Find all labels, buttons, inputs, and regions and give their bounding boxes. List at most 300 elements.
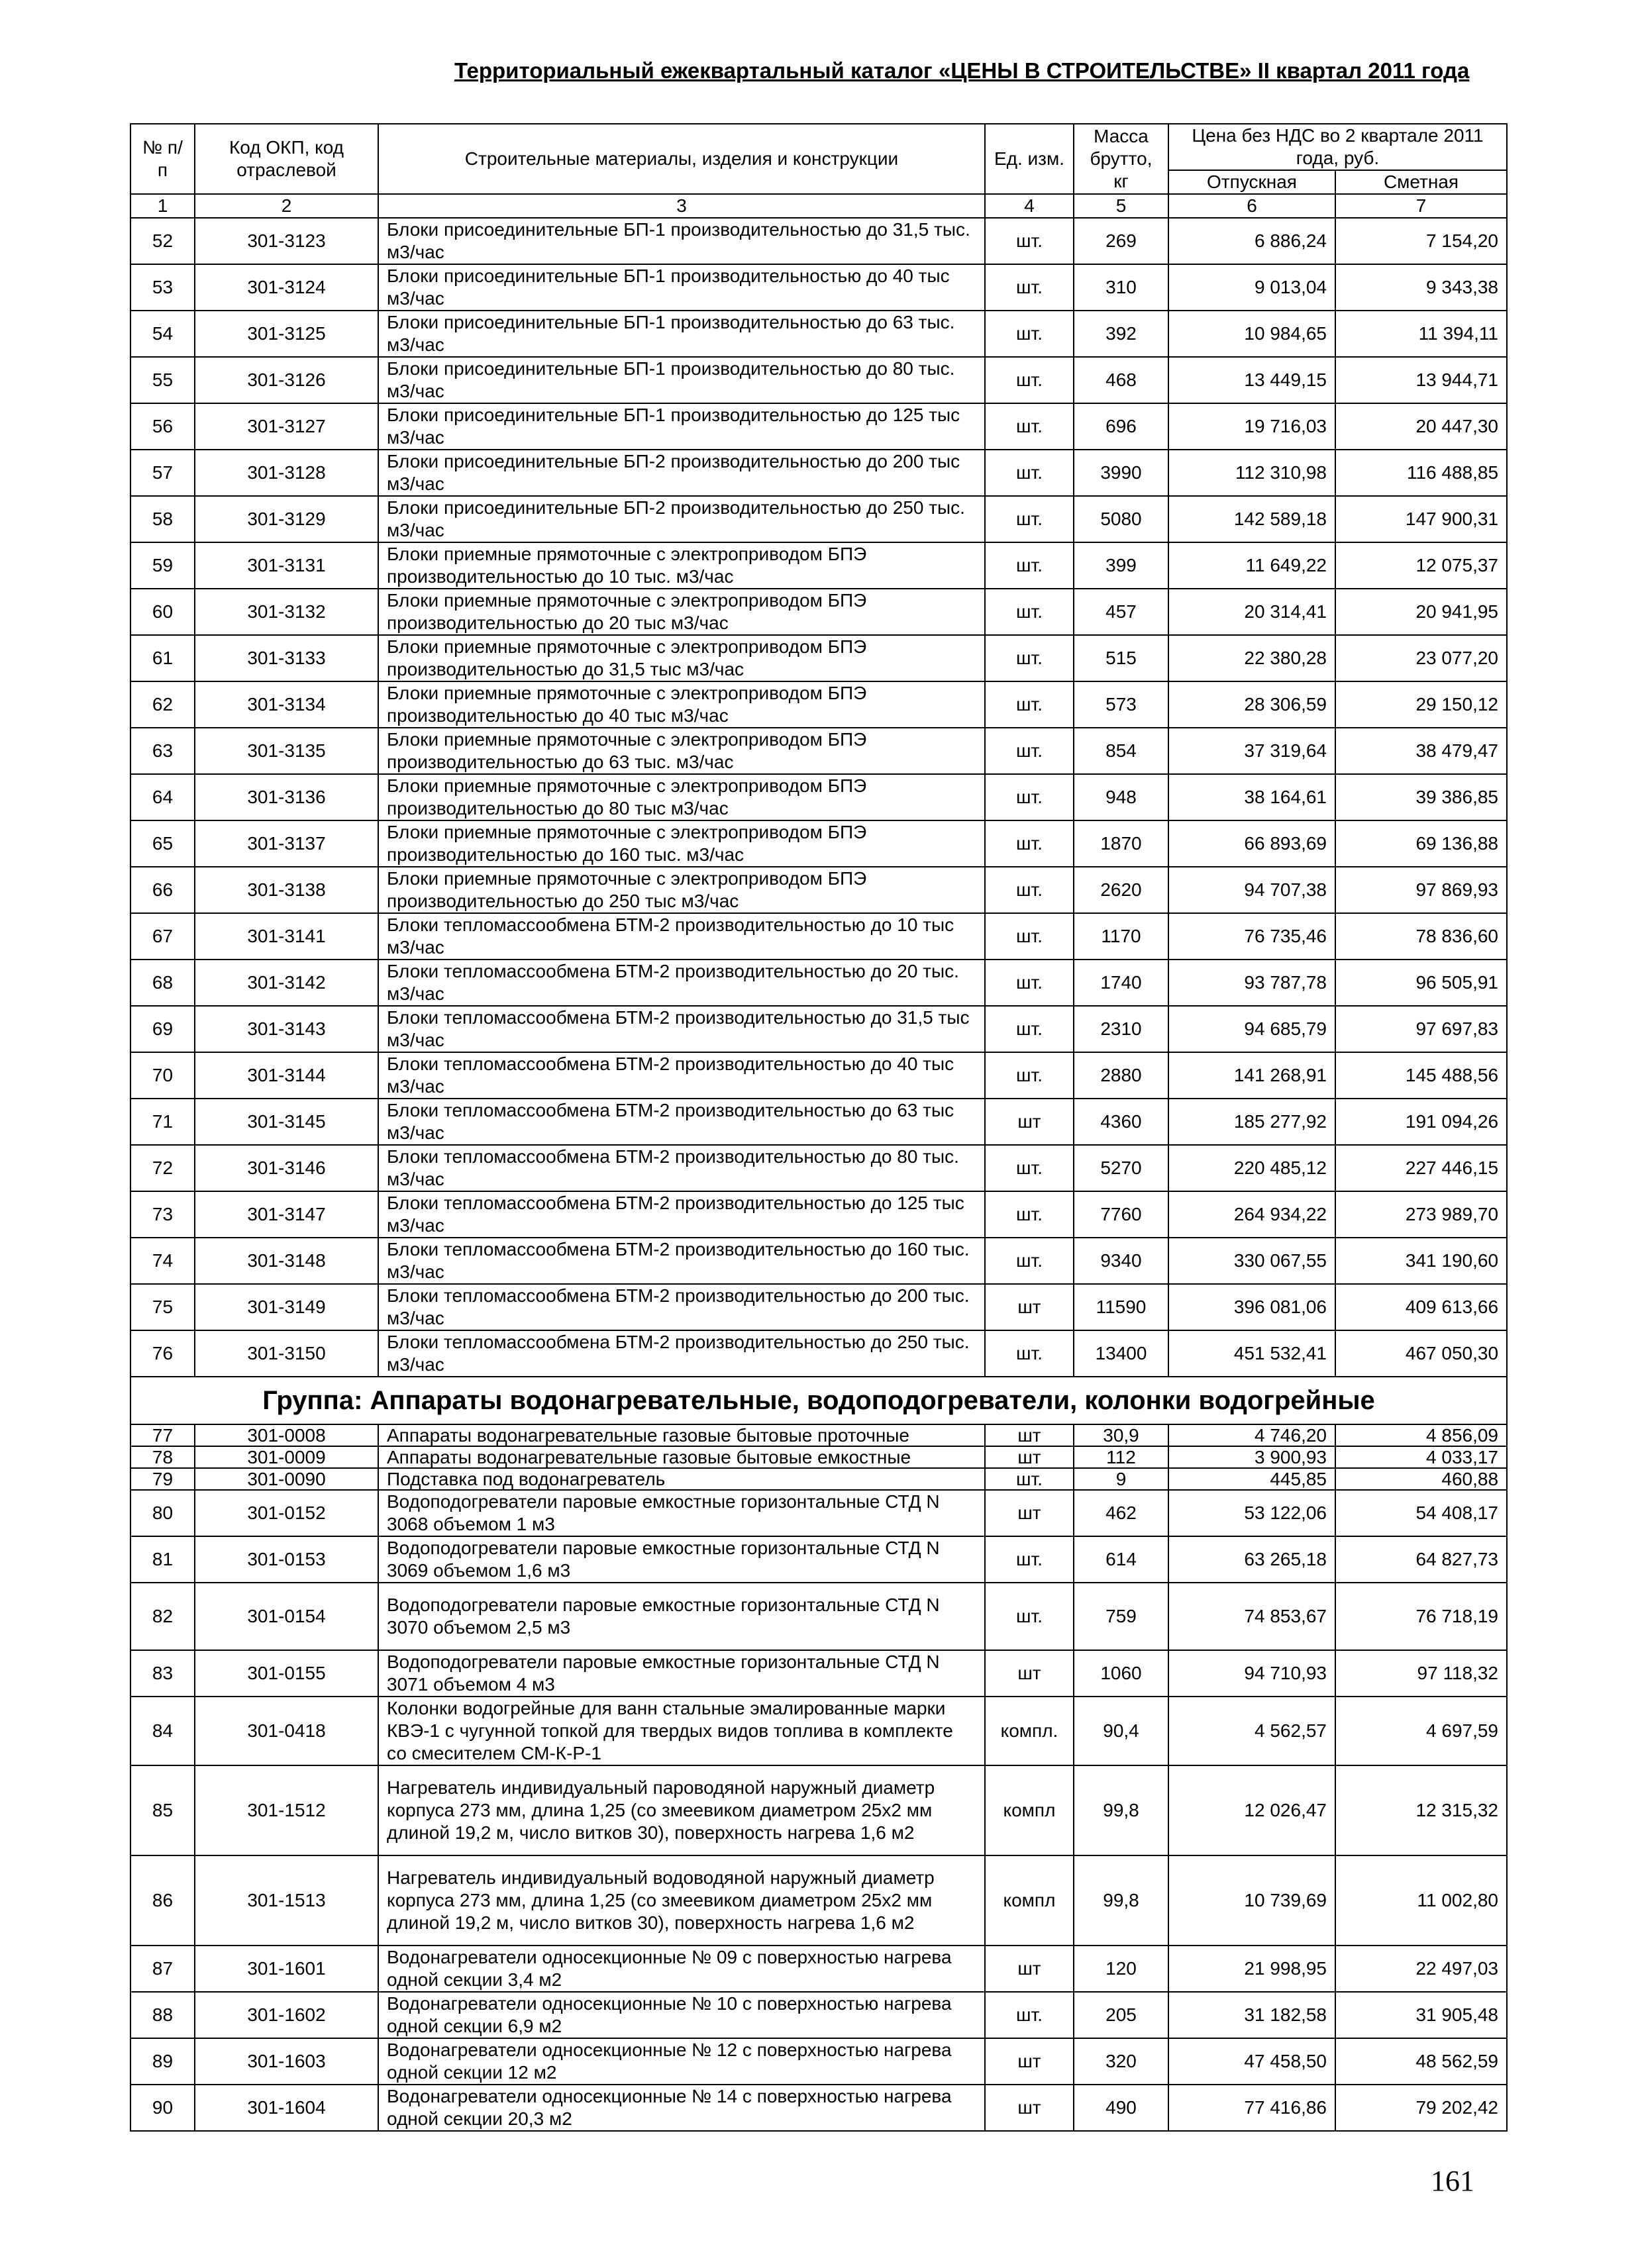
row-price-estimate: 4 033,17: [1335, 1446, 1507, 1468]
row-name: Блоки присоединительные БП-1 производительностью до 125 тыс м3/час: [378, 403, 985, 450]
row-price-release: 20 314,41: [1168, 589, 1335, 635]
row-mass: 1060: [1074, 1650, 1168, 1697]
row-price-estimate: 409 613,66: [1335, 1284, 1507, 1330]
row-name: Блоки приемные прямоточные с электроприводом БПЭ производительностью до 63 тыс. м3/час: [378, 728, 985, 774]
column-number: 4: [985, 194, 1074, 218]
col-header-code: Код ОКП, код отраслевой: [195, 124, 378, 194]
row-price-estimate: 116 488,85: [1335, 450, 1507, 496]
row-code: 301-1604: [195, 2085, 378, 2131]
row-mass: 1740: [1074, 960, 1168, 1006]
row-name: Блоки присоединительные БП-1 производительностью до 40 тыс м3/час: [378, 264, 985, 311]
row-price-estimate: 12 075,37: [1335, 542, 1507, 589]
row-unit: шт.: [985, 1468, 1074, 1490]
row-name: Блоки тепломассообмена БТМ-2 производительностью до 31,5 тыс м3/час: [378, 1006, 985, 1052]
row-price-estimate: 39 386,85: [1335, 774, 1507, 820]
row-price-release: 19 716,03: [1168, 403, 1335, 450]
row-unit: шт.: [985, 589, 1074, 635]
row-name: Блоки приемные прямоточные с электроприводом БПЭ производительностью до 160 тыс. м3/час: [378, 820, 985, 867]
row-number: 75: [130, 1284, 195, 1330]
row-price-release: 38 164,61: [1168, 774, 1335, 820]
table-row: [130, 542, 1507, 589]
row-code: 301-0154: [195, 1583, 378, 1650]
row-name: Блоки тепломассообмена БТМ-2 производительностью до 20 тыс. м3/час: [378, 960, 985, 1006]
row-unit: компл: [985, 1765, 1074, 1855]
row-mass: 573: [1074, 681, 1168, 728]
row-name: Блоки тепломассообмена БТМ-2 производительностью до 200 тыс. м3/час: [378, 1284, 985, 1330]
row-name: Блоки приемные прямоточные с электроприводом БПЭ производительностью до 31,5 тыс м3/час: [378, 635, 985, 681]
row-price-release: 220 485,12: [1168, 1145, 1335, 1191]
row-number: 88: [130, 1992, 195, 2038]
row-code: 301-3129: [195, 496, 378, 542]
row-code: 301-3132: [195, 589, 378, 635]
row-unit: компл.: [985, 1697, 1074, 1765]
row-mass: 30,9: [1074, 1424, 1168, 1446]
row-price-release: 112 310,98: [1168, 450, 1335, 496]
table-row: [130, 681, 1507, 728]
col-header-price: Цена без НДС во 2 квартале 2011 года, руб.: [1168, 124, 1507, 170]
table-row: [130, 1284, 1507, 1330]
row-unit: шт: [985, 1650, 1074, 1697]
table-row: [130, 218, 1507, 264]
table-row: [130, 1238, 1507, 1284]
row-unit: шт.: [985, 1052, 1074, 1099]
row-unit: шт: [985, 2085, 1074, 2131]
row-name: Блоки приемные прямоточные с электроприводом БПЭ производительностью до 10 тыс. м3/час: [378, 542, 985, 589]
row-price-release: 22 380,28: [1168, 635, 1335, 681]
col-header-mass: Масса брутто, кг: [1074, 124, 1168, 194]
row-price-estimate: 145 488,56: [1335, 1052, 1507, 1099]
table-row: [130, 1424, 1507, 1446]
price-table: [130, 123, 1508, 2132]
row-price-release: 74 853,67: [1168, 1583, 1335, 1650]
row-name: Водонагреватели односекционные № 09 с поверхностью нагрева одной секции 3,4 м2: [378, 1946, 985, 1992]
row-number: 67: [130, 913, 195, 960]
table-row: [130, 264, 1507, 311]
row-mass: 399: [1074, 542, 1168, 589]
col-header-name: Строительные материалы, изделия и конструкции: [378, 124, 985, 194]
col-header-unit: Ед. изм.: [985, 124, 1074, 194]
row-unit: шт: [985, 1284, 1074, 1330]
row-price-estimate: 79 202,42: [1335, 2085, 1507, 2131]
row-unit: шт.: [985, 1006, 1074, 1052]
row-price-estimate: 227 446,15: [1335, 1145, 1507, 1191]
row-unit: шт: [985, 1946, 1074, 1992]
row-unit: шт.: [985, 867, 1074, 913]
table-row: [130, 635, 1507, 681]
row-unit: компл: [985, 1855, 1074, 1946]
row-unit: шт.: [985, 960, 1074, 1006]
row-code: 301-3127: [195, 403, 378, 450]
row-mass: 310: [1074, 264, 1168, 311]
row-price-estimate: 97 118,32: [1335, 1650, 1507, 1697]
row-number: 61: [130, 635, 195, 681]
row-mass: 205: [1074, 1992, 1168, 2038]
row-unit: шт: [985, 1490, 1074, 1536]
table-row: [130, 1191, 1507, 1238]
row-unit: шт.: [985, 1583, 1074, 1650]
row-price-estimate: 69 136,88: [1335, 820, 1507, 867]
row-price-release: 94 685,79: [1168, 1006, 1335, 1052]
row-name: Блоки присоединительные БП-1 производительностью до 63 тыс. м3/час: [378, 311, 985, 357]
row-mass: 3990: [1074, 450, 1168, 496]
row-code: 301-3134: [195, 681, 378, 728]
table-row: [130, 1490, 1507, 1536]
row-number: 76: [130, 1330, 195, 1377]
row-code: 301-3149: [195, 1284, 378, 1330]
row-code: 301-3131: [195, 542, 378, 589]
row-unit: шт.: [985, 774, 1074, 820]
table-row: [130, 913, 1507, 960]
row-price-release: 93 787,78: [1168, 960, 1335, 1006]
row-price-release: 142 589,18: [1168, 496, 1335, 542]
row-mass: 9: [1074, 1468, 1168, 1490]
row-name: Блоки тепломассообмена БТМ-2 производительностью до 250 тыс. м3/час: [378, 1330, 985, 1377]
row-number: 78: [130, 1446, 195, 1468]
row-name: Блоки присоединительные БП-1 производительностью до 80 тыс. м3/час: [378, 357, 985, 403]
row-number: 83: [130, 1650, 195, 1697]
row-name: Блоки тепломассообмена БТМ-2 производительностью до 40 тыс м3/час: [378, 1052, 985, 1099]
row-name: Блоки присоединительные БП-2 производительностью до 200 тыс м3/час: [378, 450, 985, 496]
col-header-estimate: Сметная: [1335, 170, 1507, 194]
row-price-release: 47 458,50: [1168, 2038, 1335, 2085]
row-unit: шт.: [985, 681, 1074, 728]
row-price-estimate: 54 408,17: [1335, 1490, 1507, 1536]
row-price-estimate: 13 944,71: [1335, 357, 1507, 403]
row-code: 301-3133: [195, 635, 378, 681]
table-row: [130, 496, 1507, 542]
group-row: [130, 1377, 1507, 1424]
row-price-release: 94 710,93: [1168, 1650, 1335, 1697]
row-number: 58: [130, 496, 195, 542]
table-row: [130, 1946, 1507, 1992]
page-number: 161: [1431, 2165, 1474, 2197]
row-mass: 490: [1074, 2085, 1168, 2131]
row-number: 87: [130, 1946, 195, 1992]
row-price-estimate: 31 905,48: [1335, 1992, 1507, 2038]
row-price-estimate: 76 718,19: [1335, 1583, 1507, 1650]
table-row: [130, 1006, 1507, 1052]
row-mass: 4360: [1074, 1099, 1168, 1145]
row-code: 301-1602: [195, 1992, 378, 2038]
table-row: [130, 728, 1507, 774]
row-unit: шт.: [985, 311, 1074, 357]
row-mass: 515: [1074, 635, 1168, 681]
table-row: [130, 1992, 1507, 2038]
row-code: 301-0418: [195, 1697, 378, 1765]
row-name: Водонагреватели односекционные № 10 с поверхностью нагрева одной секции 6,9 м2: [378, 1992, 985, 2038]
column-number-row: [130, 194, 1507, 218]
row-number: 64: [130, 774, 195, 820]
row-unit: шт.: [985, 728, 1074, 774]
row-price-release: 396 081,06: [1168, 1284, 1335, 1330]
row-name: Водонагреватели односекционные № 14 с поверхностью нагрева одной секции 20,3 м2: [378, 2085, 985, 2131]
row-code: 301-3147: [195, 1191, 378, 1238]
row-mass: 269: [1074, 218, 1168, 264]
table-row: [130, 1446, 1507, 1468]
row-number: 73: [130, 1191, 195, 1238]
row-mass: 759: [1074, 1583, 1168, 1650]
row-price-release: 330 067,55: [1168, 1238, 1335, 1284]
row-code: 301-3125: [195, 311, 378, 357]
row-number: 74: [130, 1238, 195, 1284]
row-price-estimate: 48 562,59: [1335, 2038, 1507, 2085]
row-code: 301-0090: [195, 1468, 378, 1490]
row-name: Нагреватель индивидуальный водоводяной наружный диаметр корпуса 273 мм, длина 1,25 (со змеевиком диаметром 25х2 мм длиной 19,2 м, число витков 30), поверхность нагрева 1,6 м2: [378, 1855, 985, 1946]
row-number: 57: [130, 450, 195, 496]
row-number: 56: [130, 403, 195, 450]
table-row: [130, 1697, 1507, 1765]
row-number: 63: [130, 728, 195, 774]
column-number: 1: [130, 194, 195, 218]
row-price-estimate: 4 856,09: [1335, 1424, 1507, 1446]
row-mass: 392: [1074, 311, 1168, 357]
row-unit: шт: [985, 2038, 1074, 2085]
row-name: Блоки приемные прямоточные с электроприводом БПЭ производительностью до 40 тыс м3/час: [378, 681, 985, 728]
header-row-top: [130, 124, 1507, 170]
table-row: [130, 2038, 1507, 2085]
row-price-estimate: 97 869,93: [1335, 867, 1507, 913]
row-name: Колонки водогрейные для ванн стальные эмалированные марки КВЭ-1 с чугунной топкой для твердых видов топлива в комплекте со смесителем СМ-К-Р-1: [378, 1697, 985, 1765]
table-row: [130, 1052, 1507, 1099]
row-unit: шт: [985, 1099, 1074, 1145]
row-name: Водонагреватели односекционные № 12 с поверхностью нагрева одной секции 12 м2: [378, 2038, 985, 2085]
row-number: 60: [130, 589, 195, 635]
row-mass: 2310: [1074, 1006, 1168, 1052]
row-mass: 320: [1074, 2038, 1168, 2085]
row-price-estimate: 11 002,80: [1335, 1855, 1507, 1946]
row-price-release: 3 900,93: [1168, 1446, 1335, 1468]
group-title: Группа: Аппараты водонагревательные, водоподогреватели, колонки водогрейные: [130, 1377, 1507, 1424]
row-price-release: 4 746,20: [1168, 1424, 1335, 1446]
table-row: [130, 1330, 1507, 1377]
page-title: Территориальный ежеквартальный каталог «ЦЕНЫ В СТРОИТЕЛЬСТВЕ» II квартал 2011 года: [454, 58, 1470, 83]
row-mass: 120: [1074, 1946, 1168, 1992]
table-row: [130, 820, 1507, 867]
row-number: 72: [130, 1145, 195, 1191]
row-price-release: 76 735,46: [1168, 913, 1335, 960]
row-name: Аппараты водонагревательные газовые бытовые проточные: [378, 1424, 985, 1446]
row-price-release: 10 984,65: [1168, 311, 1335, 357]
row-mass: 2620: [1074, 867, 1168, 913]
row-name: Блоки тепломассообмена БТМ-2 производительностью до 125 тыс м3/час: [378, 1191, 985, 1238]
row-price-estimate: 20 941,95: [1335, 589, 1507, 635]
table-row: [130, 2085, 1507, 2131]
row-unit: шт.: [985, 542, 1074, 589]
row-number: 81: [130, 1536, 195, 1583]
column-number: 3: [378, 194, 985, 218]
row-mass: 948: [1074, 774, 1168, 820]
row-price-estimate: 29 150,12: [1335, 681, 1507, 728]
table-row: [130, 774, 1507, 820]
row-number: 62: [130, 681, 195, 728]
table-row: [130, 1583, 1507, 1650]
row-unit: шт.: [985, 1238, 1074, 1284]
row-price-estimate: 4 697,59: [1335, 1697, 1507, 1765]
row-name: Блоки тепломассообмена БТМ-2 производительностью до 10 тыс м3/час: [378, 913, 985, 960]
row-price-estimate: 20 447,30: [1335, 403, 1507, 450]
row-number: 79: [130, 1468, 195, 1490]
row-number: 85: [130, 1765, 195, 1855]
row-price-estimate: 11 394,11: [1335, 311, 1507, 357]
row-price-release: 10 739,69: [1168, 1855, 1335, 1946]
row-code: 301-1512: [195, 1765, 378, 1855]
row-mass: 11590: [1074, 1284, 1168, 1330]
row-code: 301-3142: [195, 960, 378, 1006]
row-mass: 5270: [1074, 1145, 1168, 1191]
table-row: [130, 450, 1507, 496]
row-code: 301-1601: [195, 1946, 378, 1992]
row-price-release: 451 532,41: [1168, 1330, 1335, 1377]
row-price-release: 21 998,95: [1168, 1946, 1335, 1992]
row-unit: шт.: [985, 1992, 1074, 2038]
row-unit: шт.: [985, 1145, 1074, 1191]
row-price-estimate: 78 836,60: [1335, 913, 1507, 960]
table-row: [130, 1145, 1507, 1191]
row-price-estimate: 64 827,73: [1335, 1536, 1507, 1583]
row-price-release: 63 265,18: [1168, 1536, 1335, 1583]
table-row: [130, 1099, 1507, 1145]
row-mass: 13400: [1074, 1330, 1168, 1377]
row-code: 301-3128: [195, 450, 378, 496]
row-price-release: 11 649,22: [1168, 542, 1335, 589]
row-number: 77: [130, 1424, 195, 1446]
row-code: 301-3146: [195, 1145, 378, 1191]
row-price-release: 9 013,04: [1168, 264, 1335, 311]
row-price-release: 141 268,91: [1168, 1052, 1335, 1099]
row-price-release: 185 277,92: [1168, 1099, 1335, 1145]
table-row: [130, 311, 1507, 357]
column-number: 7: [1335, 194, 1507, 218]
row-name: Блоки приемные прямоточные с электроприводом БПЭ производительностью до 250 тыс м3/час: [378, 867, 985, 913]
row-name: Блоки присоединительные БП-2 производительностью до 250 тыс. м3/час: [378, 496, 985, 542]
row-number: 69: [130, 1006, 195, 1052]
row-number: 80: [130, 1490, 195, 1536]
row-code: 301-3143: [195, 1006, 378, 1052]
row-price-estimate: 460,88: [1335, 1468, 1507, 1490]
row-code: 301-3123: [195, 218, 378, 264]
row-number: 84: [130, 1697, 195, 1765]
row-mass: 614: [1074, 1536, 1168, 1583]
row-unit: шт: [985, 1446, 1074, 1468]
row-unit: шт.: [985, 450, 1074, 496]
row-price-estimate: 191 094,26: [1335, 1099, 1507, 1145]
row-name: Блоки тепломассообмена БТМ-2 производительностью до 80 тыс. м3/час: [378, 1145, 985, 1191]
row-price-estimate: 38 479,47: [1335, 728, 1507, 774]
row-mass: 2880: [1074, 1052, 1168, 1099]
row-number: 53: [130, 264, 195, 311]
row-code: 301-3145: [195, 1099, 378, 1145]
row-code: 301-3136: [195, 774, 378, 820]
row-code: 301-3126: [195, 357, 378, 403]
row-mass: 462: [1074, 1490, 1168, 1536]
table-row: [130, 1765, 1507, 1855]
row-code: 301-3138: [195, 867, 378, 913]
row-code: 301-3148: [195, 1238, 378, 1284]
row-price-release: 12 026,47: [1168, 1765, 1335, 1855]
row-price-release: 94 707,38: [1168, 867, 1335, 913]
row-price-release: 37 319,64: [1168, 728, 1335, 774]
row-number: 70: [130, 1052, 195, 1099]
row-mass: 854: [1074, 728, 1168, 774]
row-price-estimate: 96 505,91: [1335, 960, 1507, 1006]
table-row: [130, 589, 1507, 635]
row-name: Подставка под водонагреватель: [378, 1468, 985, 1490]
row-unit: шт.: [985, 357, 1074, 403]
row-name: Блоки приемные прямоточные с электроприводом БПЭ производительностью до 80 тыс м3/час: [378, 774, 985, 820]
column-number: 6: [1168, 194, 1335, 218]
row-price-release: 77 416,86: [1168, 2085, 1335, 2131]
row-code: 301-0008: [195, 1424, 378, 1446]
row-unit: шт.: [985, 635, 1074, 681]
row-mass: 9340: [1074, 1238, 1168, 1284]
row-unit: шт.: [985, 1330, 1074, 1377]
row-price-estimate: 9 343,38: [1335, 264, 1507, 311]
row-number: 82: [130, 1583, 195, 1650]
col-header-release: Отпускная: [1168, 170, 1335, 194]
row-name: Нагреватель индивидуальный пароводяной наружный диаметр корпуса 273 мм, длина 1,25 (со змеевиком диаметром 25х2 мм длиной 19,2 м, число витков 30), поверхность нагрева 1,6 м2: [378, 1765, 985, 1855]
row-unit: шт.: [985, 403, 1074, 450]
row-mass: 112: [1074, 1446, 1168, 1468]
row-mass: 1170: [1074, 913, 1168, 960]
row-unit: шт: [985, 1424, 1074, 1446]
table-row: [130, 1650, 1507, 1697]
row-price-release: 66 893,69: [1168, 820, 1335, 867]
row-price-estimate: 467 050,30: [1335, 1330, 1507, 1377]
row-mass: 7760: [1074, 1191, 1168, 1238]
row-price-release: 13 449,15: [1168, 357, 1335, 403]
row-code: 301-3150: [195, 1330, 378, 1377]
row-name: Блоки тепломассообмена БТМ-2 производительностью до 160 тыс. м3/час: [378, 1238, 985, 1284]
row-mass: 5080: [1074, 496, 1168, 542]
row-price-release: 31 182,58: [1168, 1992, 1335, 2038]
row-unit: шт.: [985, 218, 1074, 264]
column-number: 2: [195, 194, 378, 218]
col-header-num: № п/п: [130, 124, 195, 194]
row-price-estimate: 22 497,03: [1335, 1946, 1507, 1992]
row-code: 301-0009: [195, 1446, 378, 1468]
row-mass: 90,4: [1074, 1697, 1168, 1765]
row-code: 301-1513: [195, 1855, 378, 1946]
row-name: Водоподогреватели паровые емкостные горизонтальные СТД N 3069 объемом 1,6 м3: [378, 1536, 985, 1583]
row-number: 59: [130, 542, 195, 589]
row-number: 55: [130, 357, 195, 403]
column-number: 5: [1074, 194, 1168, 218]
row-price-release: 4 562,57: [1168, 1697, 1335, 1765]
row-number: 90: [130, 2085, 195, 2131]
table-row: [130, 1468, 1507, 1490]
row-mass: 1870: [1074, 820, 1168, 867]
row-code: 301-0155: [195, 1650, 378, 1697]
row-price-estimate: 341 190,60: [1335, 1238, 1507, 1284]
row-mass: 696: [1074, 403, 1168, 450]
row-code: 301-0153: [195, 1536, 378, 1583]
row-number: 86: [130, 1855, 195, 1946]
row-price-release: 28 306,59: [1168, 681, 1335, 728]
row-mass: 457: [1074, 589, 1168, 635]
row-name: Водоподогреватели паровые емкостные горизонтальные СТД N 3070 объемом 2,5 м3: [378, 1583, 985, 1650]
row-unit: шт.: [985, 1536, 1074, 1583]
row-code: 301-3141: [195, 913, 378, 960]
row-number: 54: [130, 311, 195, 357]
row-price-release: 264 934,22: [1168, 1191, 1335, 1238]
row-unit: шт.: [985, 1191, 1074, 1238]
row-code: 301-3144: [195, 1052, 378, 1099]
row-mass: 468: [1074, 357, 1168, 403]
table-row: [130, 1855, 1507, 1946]
row-name: Блоки присоединительные БП-1 производительностью до 31,5 тыс. м3/час: [378, 218, 985, 264]
row-number: 52: [130, 218, 195, 264]
row-price-estimate: 97 697,83: [1335, 1006, 1507, 1052]
